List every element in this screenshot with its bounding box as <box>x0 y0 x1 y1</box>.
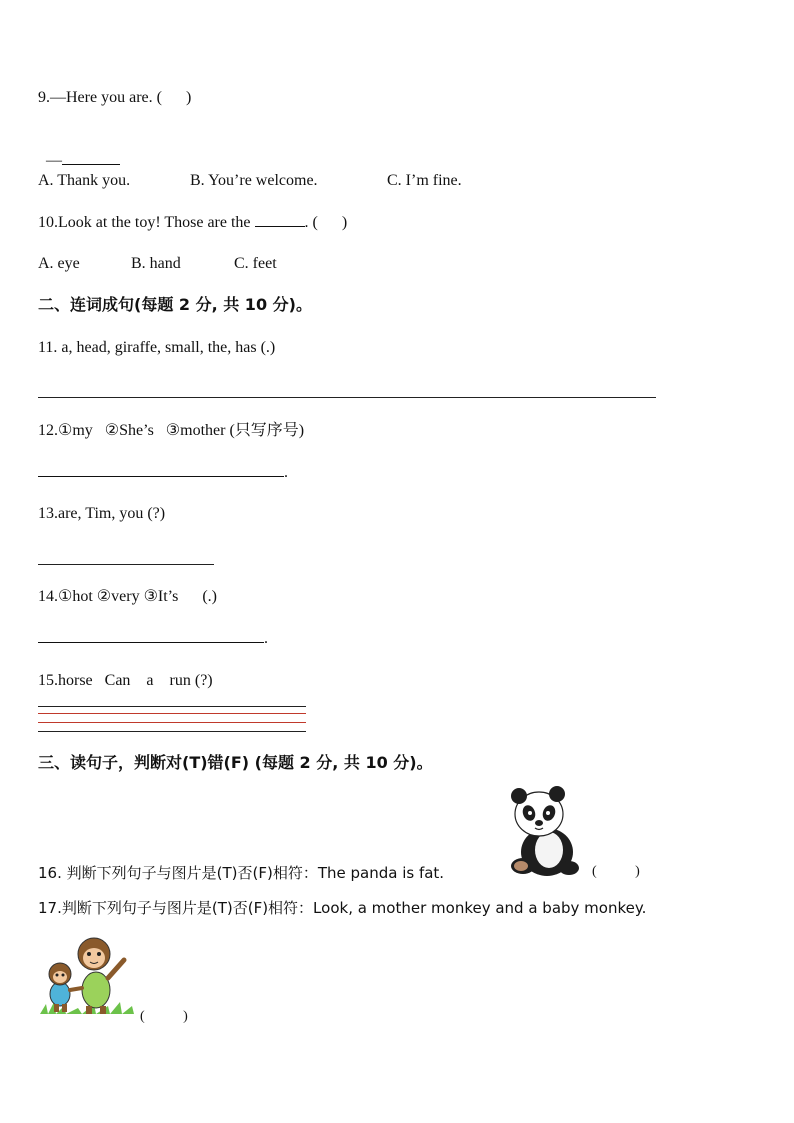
answer-line[interactable] <box>38 397 656 398</box>
question-9-option-a: A. Thank you. <box>38 172 131 189</box>
monkeys-image <box>38 932 138 1020</box>
question-17-answer-paren[interactable]: ( ) <box>140 1009 188 1024</box>
answer-line[interactable] <box>38 564 214 565</box>
question-9-reply-line <box>38 131 120 171</box>
writing-line-2[interactable] <box>38 713 306 714</box>
question-9-option-b: B. You’re welcome. <box>190 172 318 189</box>
question-17-prompt: 17.判断下列句子与图片是(T)否(F)相符：Look, a mother monkey and a baby monkey. <box>38 899 647 917</box>
question-11-prompt: 11. a, head, giraffe, small, the, has (.) <box>38 339 276 356</box>
section-2-title: 二、连词成句(每题 2 分, 共 10 分)。 <box>38 295 312 314</box>
end-mark: . <box>284 464 288 481</box>
answer-blank[interactable] <box>62 164 120 165</box>
reply-dash: — <box>46 152 62 169</box>
question-14-prompt: 14.①hot ②very ③It’s (.) <box>38 588 218 605</box>
writing-line-1[interactable] <box>38 706 306 707</box>
question-9-option-c: C. I’m fine. <box>387 172 462 189</box>
section-3-title: 三、读句子，判断对(T)错(F) (每题 2 分, 共 10 分)。 <box>38 753 433 772</box>
answer-blank[interactable] <box>38 642 264 643</box>
question-16-prompt: 16. 判断下列句子与图片是(T)否(F)相符：The panda is fat. <box>38 864 445 882</box>
question-15-prompt: 15.horse Can a run (?) <box>38 672 213 689</box>
question-9-prompt: 9.—Here you are. ( ) <box>38 89 192 106</box>
question-12-prompt: 12.①my ②She’s ③mother (只写序号) <box>38 422 305 439</box>
end-mark: . <box>264 630 268 647</box>
answer-blank[interactable] <box>255 226 305 227</box>
answer-blank[interactable] <box>38 476 284 477</box>
question-16-answer-paren[interactable]: ( ) <box>592 864 640 879</box>
question-14-answer-line <box>38 629 268 649</box>
writing-line-4[interactable] <box>38 731 306 732</box>
prompt-end: . ( ) <box>304 214 348 231</box>
question-10-prompt <box>38 213 347 233</box>
question-10-option-a: A. eye <box>38 255 80 272</box>
panda-image <box>505 784 585 879</box>
prompt-start: 10.Look at the toy! Those are the <box>38 214 255 231</box>
writing-line-3[interactable] <box>38 722 306 723</box>
question-12-answer-line <box>38 463 288 483</box>
question-10-option-c: C. feet <box>234 255 277 272</box>
question-10-option-b: B. hand <box>131 255 181 272</box>
question-13-prompt: 13.are, Tim, you (?) <box>38 505 166 522</box>
